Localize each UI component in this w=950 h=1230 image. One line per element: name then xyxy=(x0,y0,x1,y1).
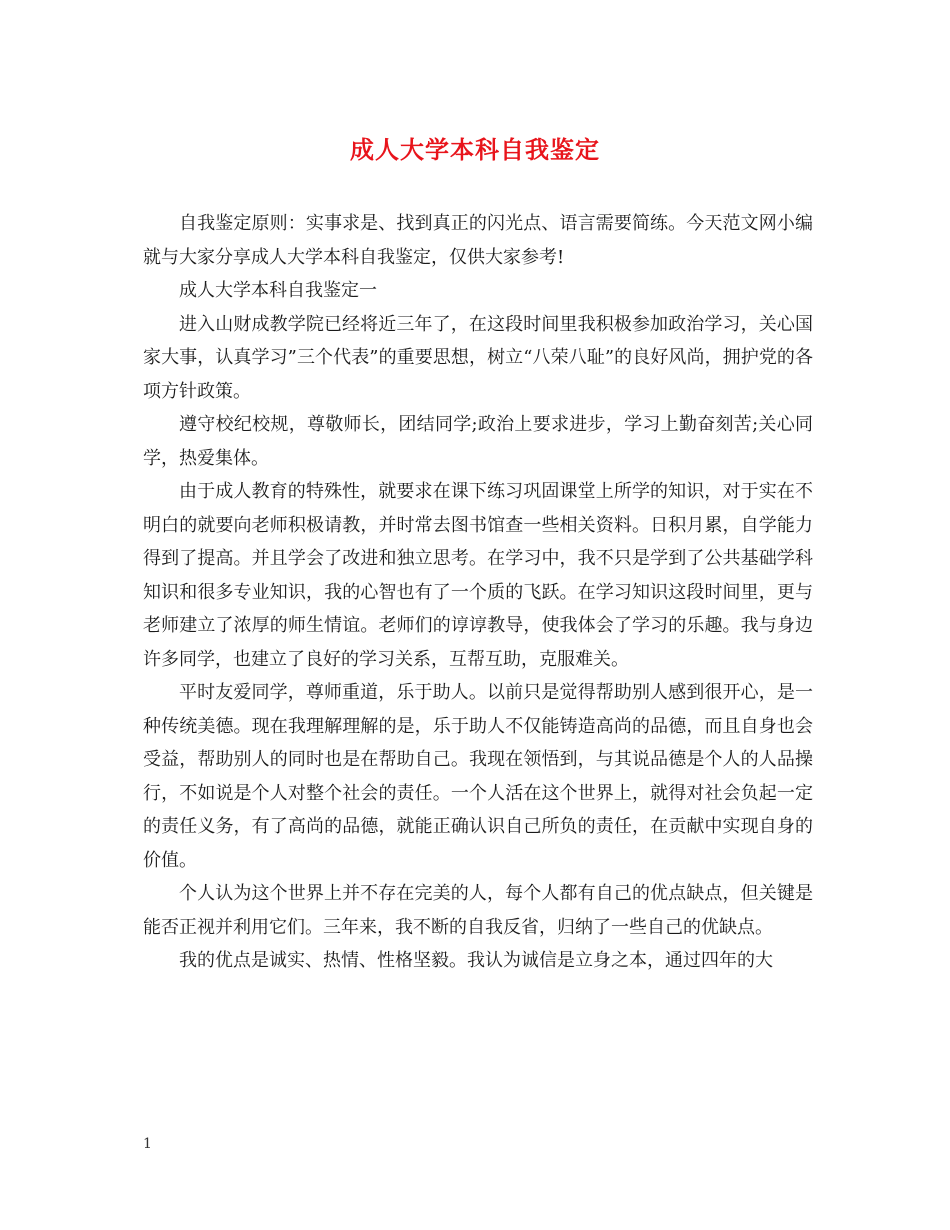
section-heading: 成人大学本科自我鉴定一 xyxy=(179,280,377,301)
intro-paragraph: 自我鉴定原则：实事求是、找到真正的闪光点、语言需要简练。今天范文网小编就与大家分享成人大学本科自我鉴定，仅供大家参考! xyxy=(143,213,813,268)
body-paragraph: 我的优点是诚实、热情、性格坚毅。我认为诚信是立身之本，通过四年的大 xyxy=(179,950,773,971)
page-number: 1 xyxy=(143,1136,152,1152)
body-paragraph: 遵守校纪校规，尊敬师长，团结同学;政治上要求进步，学习上勤奋刻苦;关心同学，热爱集体。 xyxy=(143,414,813,469)
document-title: 成人大学本科自我鉴定 xyxy=(350,135,600,164)
body-paragraph: 由于成人教育的特殊性，就要求在课下练习巩固课堂上所学的知识，对于实在不明白的就要向老师积极请教，并时常去图书馆查一些相关资料。日积月累，自学能力得到了提高。并且学会了改进和独立思考。在学习中，我不只是学到了公共基础学科知识和很多专业知识，我的心智也有了一个质的飞跃。在学习知识这段时间里，更与老师建立了浓厚的师生情谊。老师们的谆谆教导，使我体会了学习的乐趣。我与身边许多同学，也建立了良好的学习关系，互帮互助，克服难关。 xyxy=(143,481,813,670)
body-paragraph: 个人认为这个世界上并不存在完美的人，每个人都有自己的优点缺点，但关键是能否正视并利用它们。三年来，我不断的自我反省，归纳了一些自己的优缺点。 xyxy=(143,883,813,938)
document-body xyxy=(143,207,813,978)
body-paragraph: 平时友爱同学，尊师重道，乐于助人。以前只是觉得帮助别人感到很开心，是一种传统美德。现在我理解理解的是，乐于助人不仅能铸造高尚的品德，而且自身也会受益，帮助别人的同时也是在帮助自己。我现在领悟到，与其说品德是个人的人品操行，不如说是个人对整个社会的责任。一个人活在这个世界上，就得对社会负起一定的责任义务，有了高尚的品德，就能正确认识自己所负的责任，在贡献中实现自身的价值。 xyxy=(143,682,813,871)
body-paragraph: 进入山财成教学院已经将近三年了，在这段时间里我积极参加政治学习，关心国家大事，认真学习”三个代表”的重要思想，树立“八荣八耻”的良好风尚，拥护党的各项方针政策。 xyxy=(143,313,813,402)
